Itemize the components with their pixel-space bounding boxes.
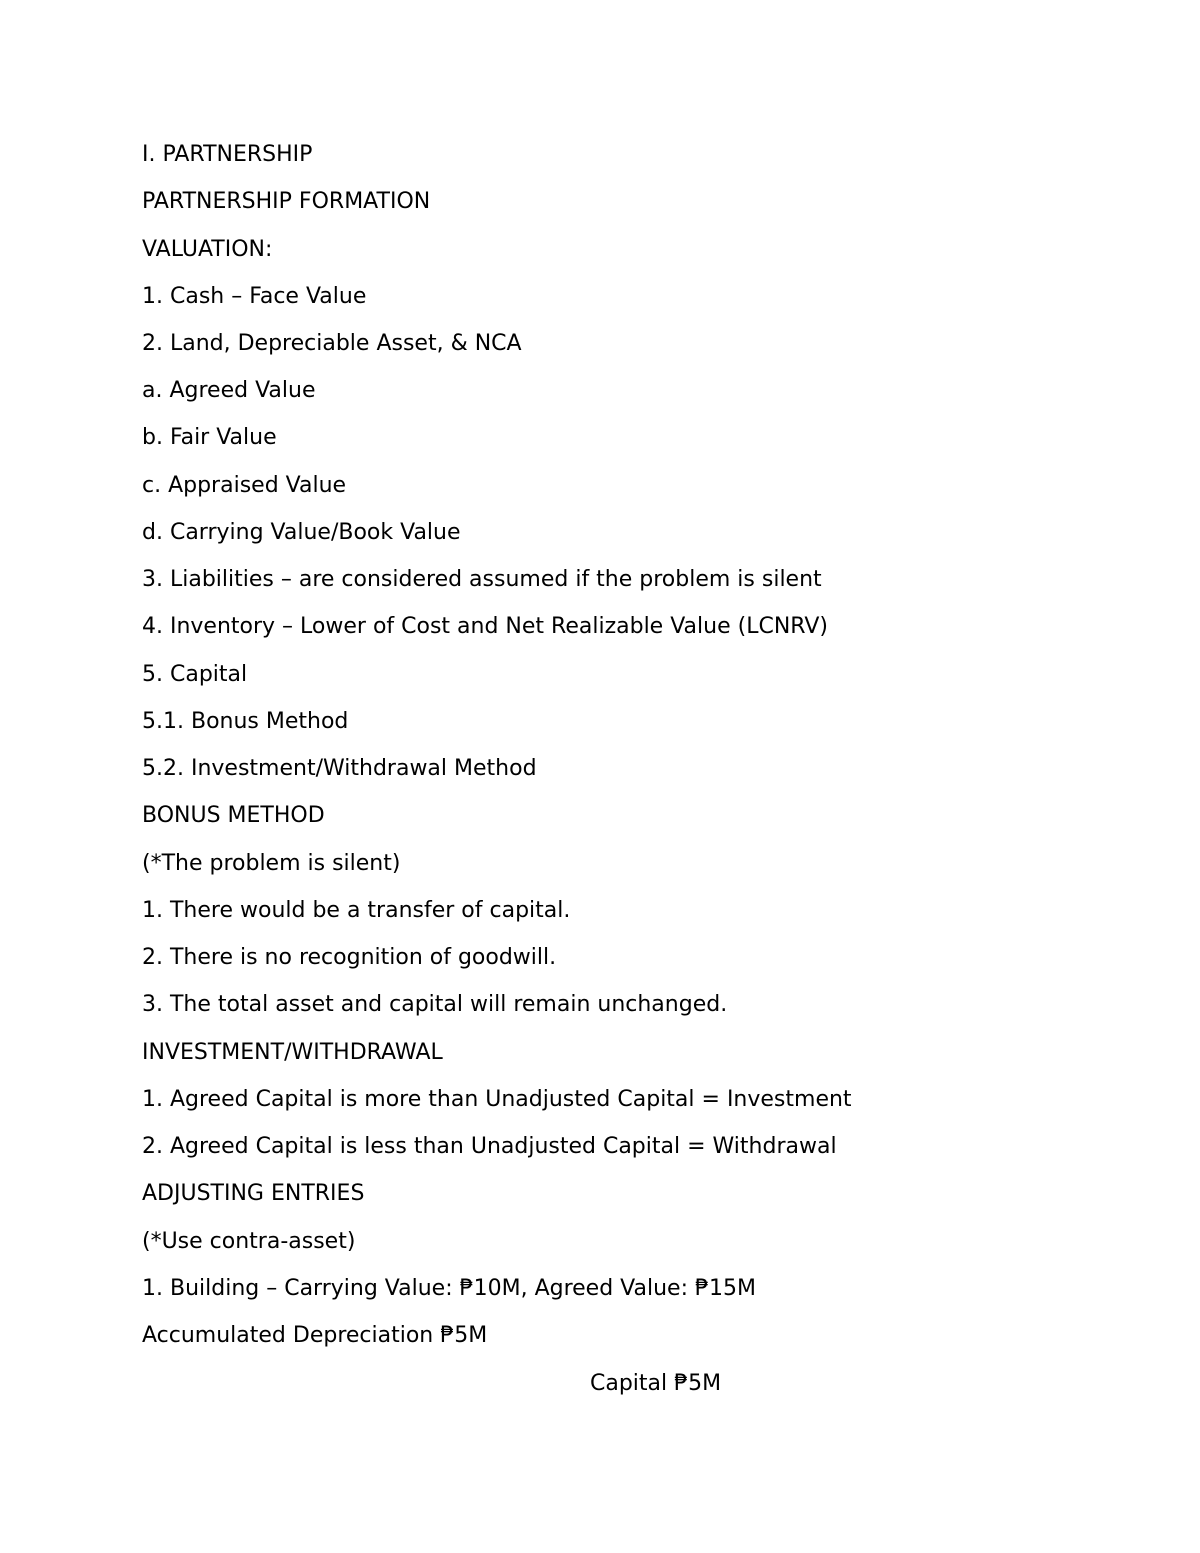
list-item: 5.2. Investment/Withdrawal Method xyxy=(142,756,537,781)
list-item: 1. Agreed Capital is more than Unadjusted Capital = Investment xyxy=(142,1087,852,1112)
note: (*The problem is silent) xyxy=(142,851,401,876)
list-item: c. Appraised Value xyxy=(142,473,347,498)
list-item: 2. Land, Depreciable Asset, & NCA xyxy=(142,331,522,356)
list-item: a. Agreed Value xyxy=(142,378,316,403)
list-item: 5. Capital xyxy=(142,662,248,687)
list-item: 1. Building – Carrying Value: ₱10M, Agreed Value: ₱15M xyxy=(142,1276,756,1301)
note: (*Use contra-asset) xyxy=(142,1229,356,1254)
list-item: 3. Liabilities – are considered assumed if the problem is silent xyxy=(142,567,822,592)
list-item: 3. The total asset and capital will remain unchanged. xyxy=(142,992,728,1017)
list-item: 4. Inventory – Lower of Cost and Net Realizable Value (LCNRV) xyxy=(142,614,828,639)
list-item: 1. There would be a transfer of capital. xyxy=(142,898,571,923)
journal-credit-line: Capital ₱5M xyxy=(590,1371,722,1396)
list-item: 1. Cash – Face Value xyxy=(142,284,367,309)
subheading: PARTNERSHIP FORMATION xyxy=(142,189,431,214)
list-item: b. Fair Value xyxy=(142,425,277,450)
list-item: 2. There is no recognition of goodwill. xyxy=(142,945,557,970)
subheading: INVESTMENT/WITHDRAWAL xyxy=(142,1040,443,1065)
subheading: VALUATION: xyxy=(142,237,273,262)
section-heading: I. PARTNERSHIP xyxy=(142,142,313,167)
journal-debit-line: Accumulated Depreciation ₱5M xyxy=(142,1323,488,1348)
list-item: 5.1. Bonus Method xyxy=(142,709,349,734)
list-item: d. Carrying Value/Book Value xyxy=(142,520,461,545)
list-item: 2. Agreed Capital is less than Unadjusted Capital = Withdrawal xyxy=(142,1134,837,1159)
subheading: ADJUSTING ENTRIES xyxy=(142,1181,365,1206)
subheading: BONUS METHOD xyxy=(142,803,325,828)
